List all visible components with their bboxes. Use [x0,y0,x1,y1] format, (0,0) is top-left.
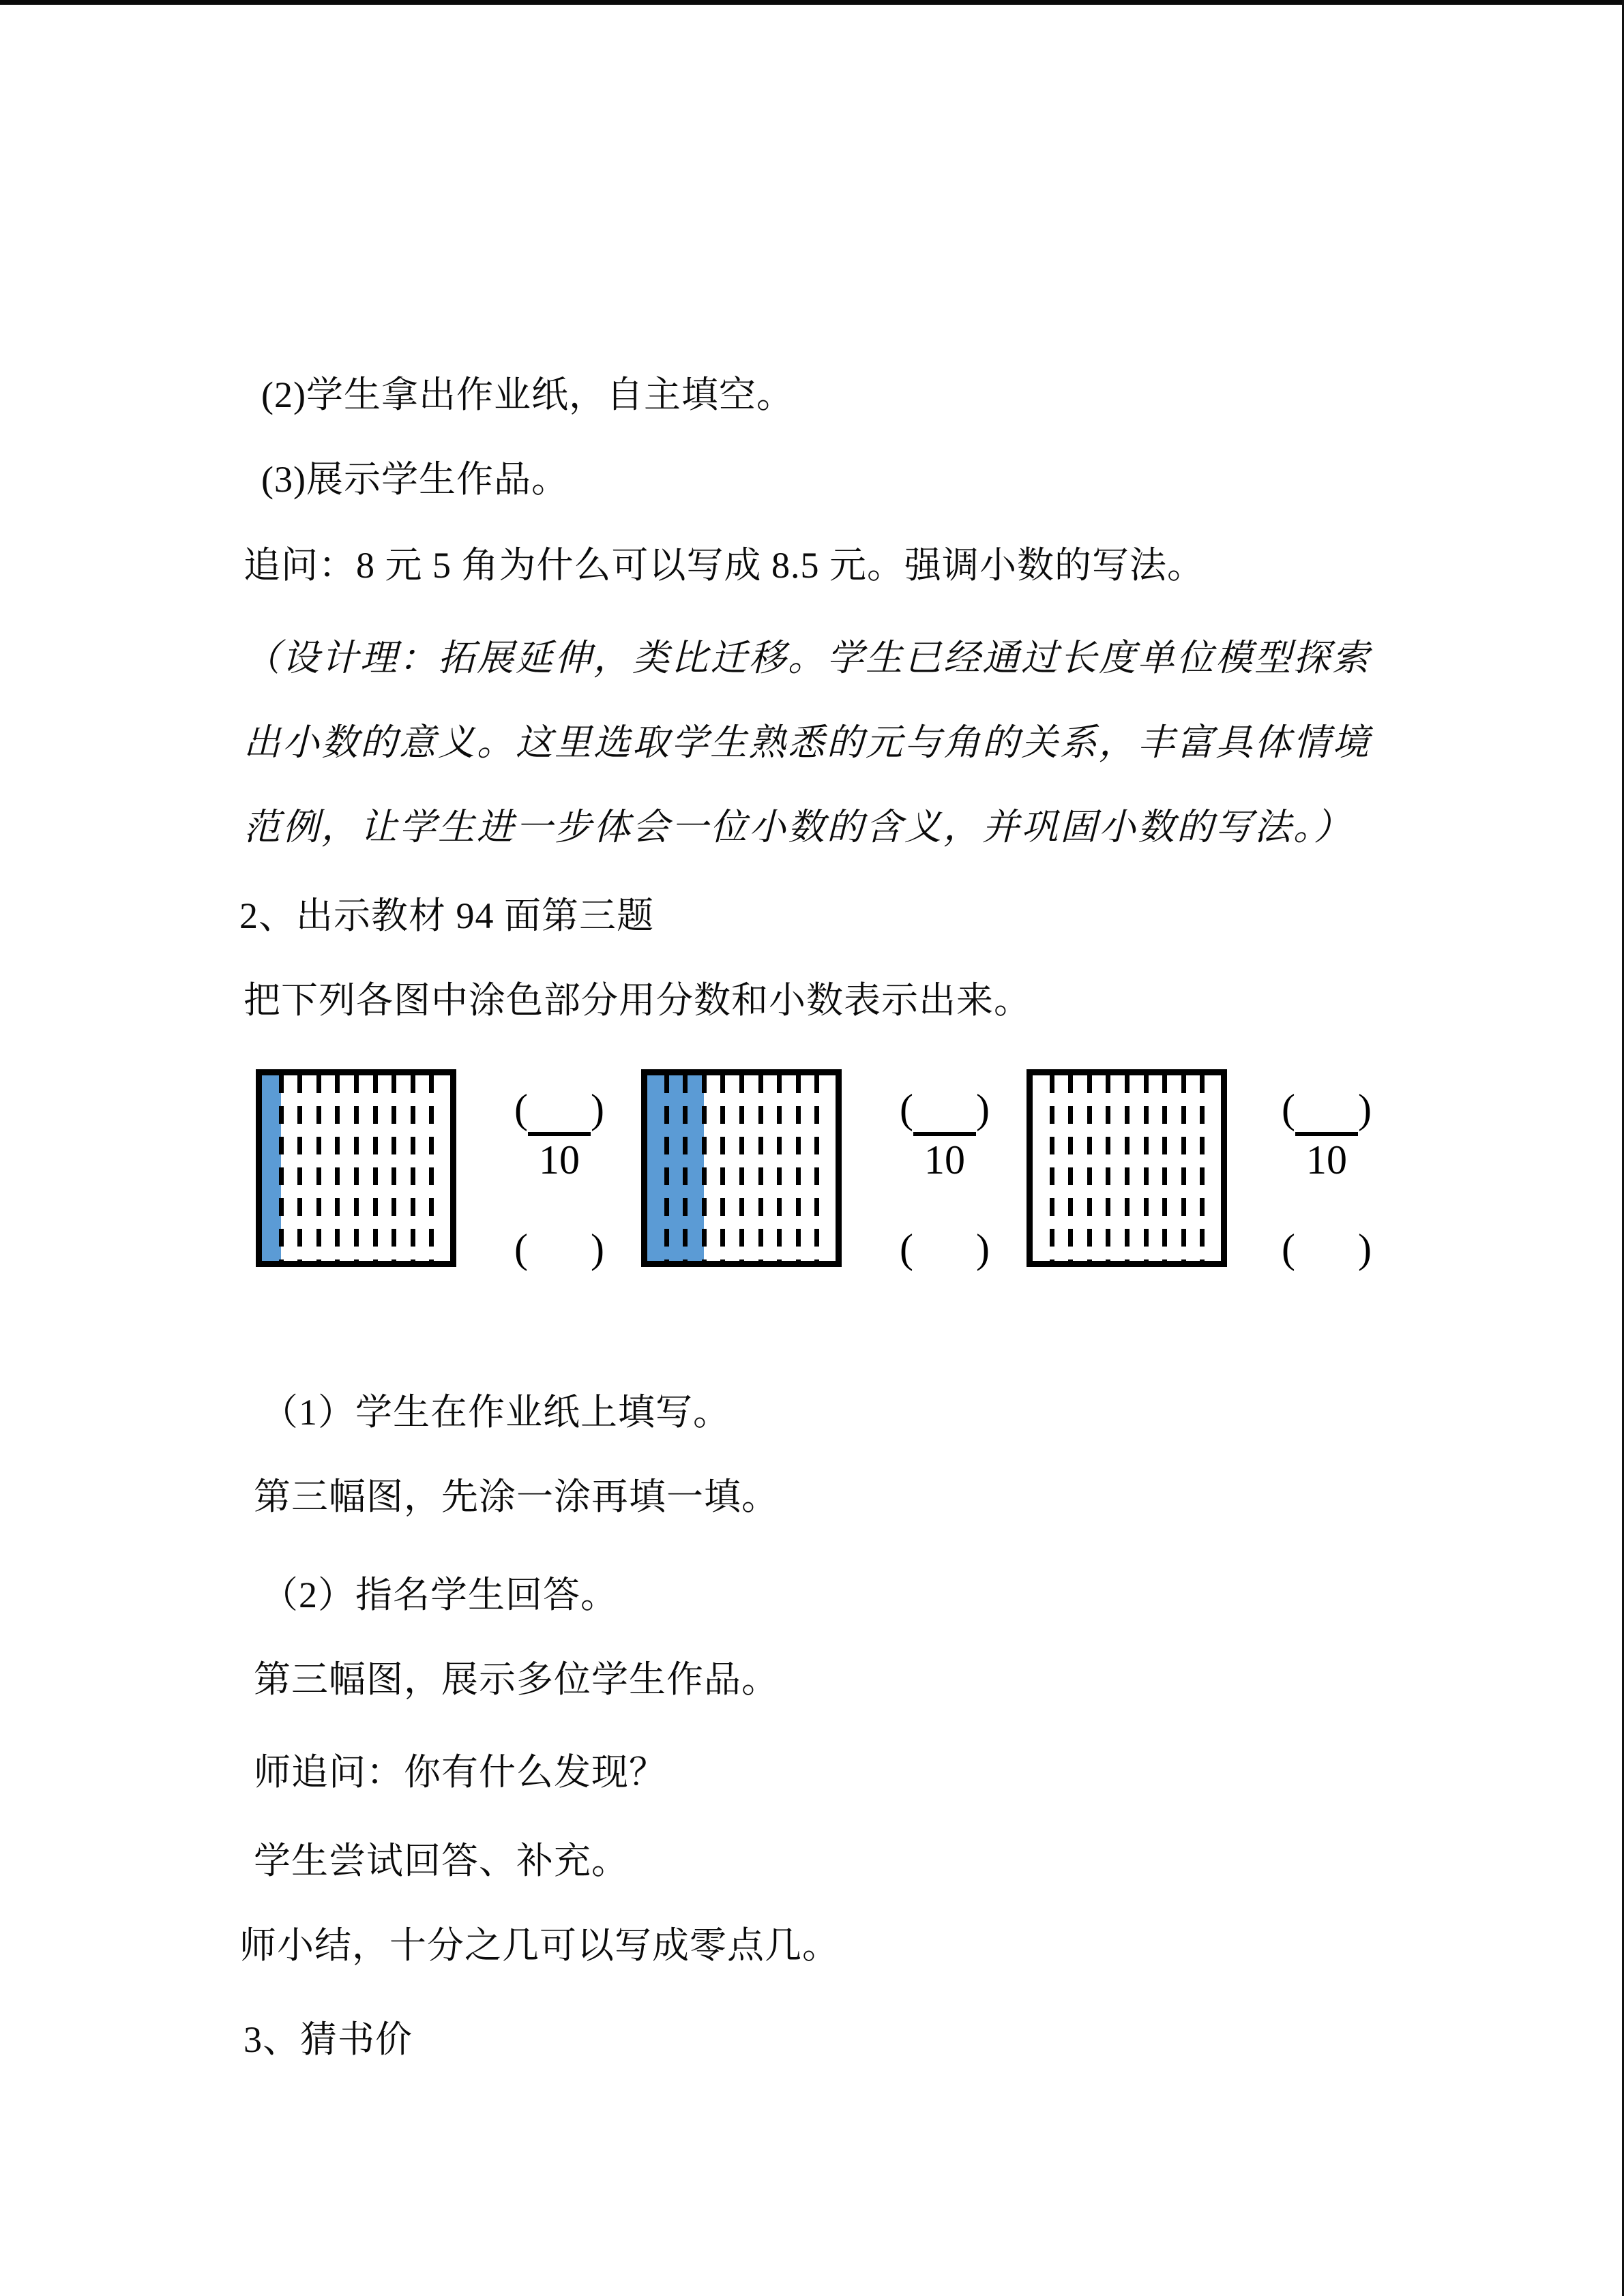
grid-column-divider [411,1075,415,1261]
decimal-blank[interactable] [474,1225,645,1272]
grid-column-divider [373,1075,378,1261]
grid-column-divider [739,1075,744,1261]
numerator-blank[interactable] [859,1086,1030,1133]
grid-column-divider [392,1075,396,1261]
text-line: 范例，让学生进一步体会一位小数的含义，并巩固小数的写法。） [243,805,1353,848]
left-paren: ( [514,1226,528,1271]
text-line: 第三幅图，展示多位学生作品。 [254,1659,779,1700]
grid-column-divider [1068,1075,1073,1261]
tenths-grid-square[interactable] [641,1069,842,1267]
grid-inner [647,1075,836,1261]
left-paren: ( [900,1086,913,1131]
shaded-region [647,1075,704,1261]
grid-column-divider [1125,1075,1130,1261]
left-paren: ( [1282,1226,1295,1271]
grid-inner [1033,1075,1221,1261]
decimal-blank[interactable] [859,1225,1030,1272]
right-paren: ) [976,1086,990,1131]
text-line: 2、出示教材 94 面第三题 [239,895,654,936]
grid-column-divider [316,1075,321,1261]
left-paren: ( [900,1226,913,1271]
grid-column-divider [279,1075,284,1261]
shaded-region [262,1075,281,1261]
right-paren: ) [976,1226,990,1271]
left-paren: ( [1282,1086,1295,1131]
grid-column-divider [429,1075,434,1261]
grid-column-divider [1181,1075,1186,1261]
right-paren: ) [1358,1226,1372,1271]
answer-blanks [859,1072,1030,1277]
text-line: 出小数的意义。这里选取学生熟悉的元与角的关系，丰富具体情境 [243,721,1371,764]
grid-inner [262,1075,450,1261]
grid-column-divider [814,1075,819,1261]
grid-column-divider [758,1075,763,1261]
text-line: 师追问：你有什么发现？ [254,1752,666,1793]
grid-column-divider [1087,1075,1092,1261]
text-line: 3、猜书价 [243,2019,413,2060]
grid-column-divider [354,1075,359,1261]
right-paren: ) [591,1086,604,1131]
grid-column-divider [683,1075,688,1261]
grid-column-divider [796,1075,801,1261]
numerator-blank[interactable] [1241,1086,1412,1133]
grid-column-divider [335,1075,340,1261]
fraction-bar [1295,1132,1358,1136]
text-line: 师小结，十分之几可以写成零点几。 [239,1925,840,1966]
grid-column-divider [1050,1075,1054,1261]
grid-column-divider [1144,1075,1149,1261]
text-line: （2）指名学生回答。 [261,1575,618,1615]
grid-column-divider [777,1075,782,1261]
grid-column-divider [1200,1075,1205,1261]
text-line: (2)学生拿出作业纸，自主填空。 [261,374,794,415]
fraction-denominator: 10 [1306,1137,1347,1182]
tenths-grid-square[interactable] [256,1069,456,1267]
right-paren: ) [591,1226,604,1271]
fraction-bar [913,1132,976,1136]
fraction-denominator: 10 [924,1137,965,1182]
fraction-box [1279,1132,1374,1182]
text-line: (3)展示学生作品。 [261,459,569,500]
grid-column-divider [297,1075,302,1261]
grid-column-divider [1106,1075,1110,1261]
answer-blanks [1241,1072,1412,1277]
text-line: （1）学生在作业纸上填写。 [261,1392,730,1433]
fraction-box [512,1132,607,1182]
text-line: 把下列各图中涂色部分用分数和小数表示出来。 [243,980,1031,1021]
numerator-blank[interactable] [474,1086,645,1133]
fraction-bar [528,1132,591,1136]
text-line: （设计理：拓展延伸，类比迁移。学生已经通过长度单位模型探索 [243,636,1371,679]
text-line: 第三幅图，先涂一涂再填一填。 [254,1476,779,1517]
grid-column-divider [1162,1075,1167,1261]
text-line: 学生尝试回答、补充。 [254,1840,629,1881]
right-paren: ) [1358,1086,1372,1131]
left-paren: ( [514,1086,528,1131]
fraction-figure-row [242,1064,1402,1289]
tenths-grid-square[interactable] [1027,1069,1227,1267]
decimal-blank[interactable] [1241,1225,1412,1272]
grid-column-divider [702,1075,707,1261]
grid-column-divider [720,1075,725,1261]
grid-column-divider [664,1075,669,1261]
fraction-denominator: 10 [539,1137,580,1182]
text-line: 追问：8 元 5 角为什么可以写成 8.5 元。强调小数的写法。 [243,545,1205,586]
answer-blanks [474,1072,645,1277]
fraction-box [897,1132,992,1182]
